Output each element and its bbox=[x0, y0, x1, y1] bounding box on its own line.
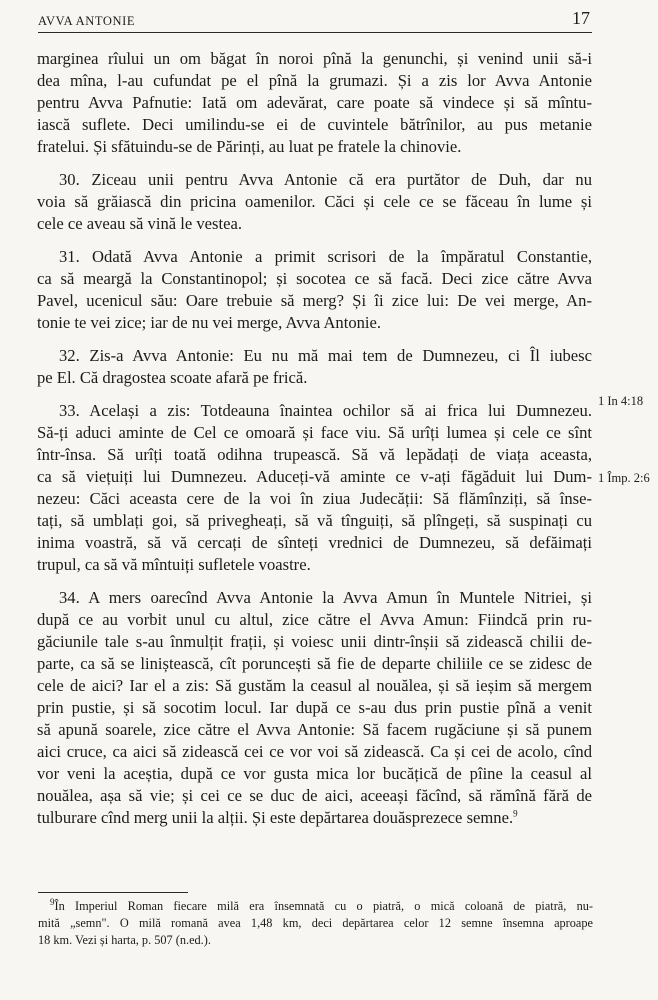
text-line-content: tulburare cînd merg unii la alții. Și este depărtarea douăsprezece semne. bbox=[37, 808, 514, 827]
text-line: prin pustie, și să socotim locul. Iar după ce s-au dus prin pustie pînă a venit bbox=[37, 698, 592, 717]
text-line: cele ce aveau să vină le vestea. bbox=[37, 214, 242, 233]
footnote-9 bbox=[38, 898, 593, 949]
text-line: ca să meargă la Constantinopol; și socotea ce să facă. Deci zice către Avva bbox=[37, 269, 592, 288]
footnote-line: mită „semn". O milă romană avea 1,48 km, deci depărtarea celor 12 semne însemna aproape bbox=[38, 916, 593, 930]
page-number: 17 bbox=[572, 8, 590, 28]
text-line: dea mîna, l-au cufundat pe el pînă la grumazi. Și a zis lor Avva Antonie bbox=[37, 71, 592, 90]
text-line: nezeu: Căci aceasta cere de la voi în ziua Judecății: Să flămînziți, să înse- bbox=[37, 489, 592, 508]
text-line: voia să grăiască din pricina oamenilor. Căci și cele ce se făceau în lume și bbox=[37, 192, 592, 211]
text-line: pentru Avva Pafnutie: Iată om adevărat, care poate să vindece și să mîntu- bbox=[37, 93, 592, 112]
margin-reference-1-kings: 1 Împ. 2:6 bbox=[598, 471, 650, 485]
text-line: 30. Ziceau unii pentru Avva Antonie că era purtător de Duh, dar nu bbox=[59, 170, 592, 189]
text-line: pe El. Că dragostea scoate afară pe frică. bbox=[37, 368, 308, 387]
footnote-divider bbox=[38, 892, 188, 893]
text-line: trupul, ca să vă mîntuiți sufletele voastre. bbox=[37, 555, 311, 574]
text-line: Să-ți aduci aminte de Cel ce omoară și face viu. Să urîți lumea și cele ce sînt bbox=[37, 423, 592, 442]
text-line: 32. Zis-a Avva Antonie: Eu nu mă mai tem de Dumnezeu, ci Îl iubesc bbox=[59, 346, 592, 365]
text-line: fratelui. Și sfătuindu-se de Părinți, au luat pe fratele la chinovie. bbox=[37, 137, 462, 156]
text-line: 31. Odată Avva Antonie a primit scrisori de la împăratul Constantie, bbox=[59, 247, 592, 266]
body-text bbox=[37, 48, 592, 840]
text-line: 33. Același a zis: Totdeauna înaintea ochilor să ai frica lui Dumnezeu. bbox=[59, 401, 592, 420]
text-line: după ce au vorbit unul cu altul, zice către el Avva Amun: Fiindcă prin ru- bbox=[37, 610, 592, 629]
text-line: tonie te vei zice; iar de nu vei merge, Avva Antonie. bbox=[37, 313, 382, 332]
footnote-reference: 9 bbox=[513, 808, 518, 819]
text-line: tați, să umblați goi, să privegheați, să vă tînguiți, să plîngeți, să suspinați cu bbox=[37, 511, 592, 530]
text-line: parte, ca să se liniștească, cît poruncești să fie de departe chiliile ce se zidesc de bbox=[37, 654, 592, 673]
text-line: ca să viețuiți lui Dumnezeu. Aduceți-vă aminte ce v-ați făgăduit lui Dum- bbox=[37, 467, 592, 486]
paragraph-34 bbox=[37, 587, 592, 829]
paragraph-31 bbox=[37, 246, 592, 334]
text-line: iască suflete. Deci umilindu-se ei de cuvintele bătrînilor, au pus metanie bbox=[37, 115, 592, 134]
text-line: să apună soarele, zice către el Avva Antonie: Să facem rugăciune și să punem bbox=[37, 720, 592, 739]
margin-reference-1-john: 1 In 4:18 bbox=[598, 394, 644, 408]
text-line bbox=[37, 807, 592, 829]
text-line: 34. A mers oarecînd Avva Antonie la Avva Amun în Muntele Nitriei, și bbox=[59, 588, 592, 607]
text-line: marginea rîului un om băgat în noroi pînă la genunchi, și venind unii să-i bbox=[37, 49, 592, 68]
footnote-line bbox=[38, 898, 593, 915]
paragraph-33 bbox=[37, 400, 592, 576]
text-line: aici cruce, ca aici să zidească cei ce vor voi să zidească. Ca și cei de acolo, cînd bbox=[37, 742, 592, 761]
text-line: inima voastră, să vă cercați de sînteți vrednici de Dumnezeu, să defăimați bbox=[37, 533, 592, 552]
footnote-line: 18 km. Vezi și harta, p. 507 (n.ed.). bbox=[38, 933, 211, 947]
footnote-line-content: În Imperiul Roman fiecare milă era însemnată cu o piatră, o mică coloană de piatră, nu- bbox=[54, 899, 593, 913]
paragraph-32 bbox=[37, 345, 592, 389]
text-line: vor veni la aceștia, după ce vor gusta mica lor bucățică de pîine la ceasul al bbox=[37, 764, 592, 783]
text-line: într-însa. Să urîți toată odihna trupească. Să vă lepădați de viața aceasta, bbox=[37, 445, 592, 464]
footnote-marker: 9 bbox=[50, 896, 55, 907]
text-line: nouălea, așa să vie; și cei ce se duc de aici, aceeași făcînd, să rămînă fără de bbox=[37, 786, 592, 805]
paragraph-29-continued bbox=[37, 48, 592, 158]
text-line: Pavel, ucenicul său: Oare trebuie să merg? Și îi zice lui: De vei merge, An- bbox=[37, 291, 592, 310]
running-head bbox=[38, 8, 592, 33]
text-line: găciunile tale s-au înmulțit frații, și voiesc unii dintr-înșii să zidească chilii de- bbox=[37, 632, 592, 651]
text-line: cele de aici? Iar el a zis: Să gustăm la ceasul al nouălea, și să ieșim să mergem bbox=[37, 676, 592, 695]
running-head-title: AVVA ANTONIE bbox=[38, 14, 136, 28]
paragraph-30 bbox=[37, 169, 592, 235]
